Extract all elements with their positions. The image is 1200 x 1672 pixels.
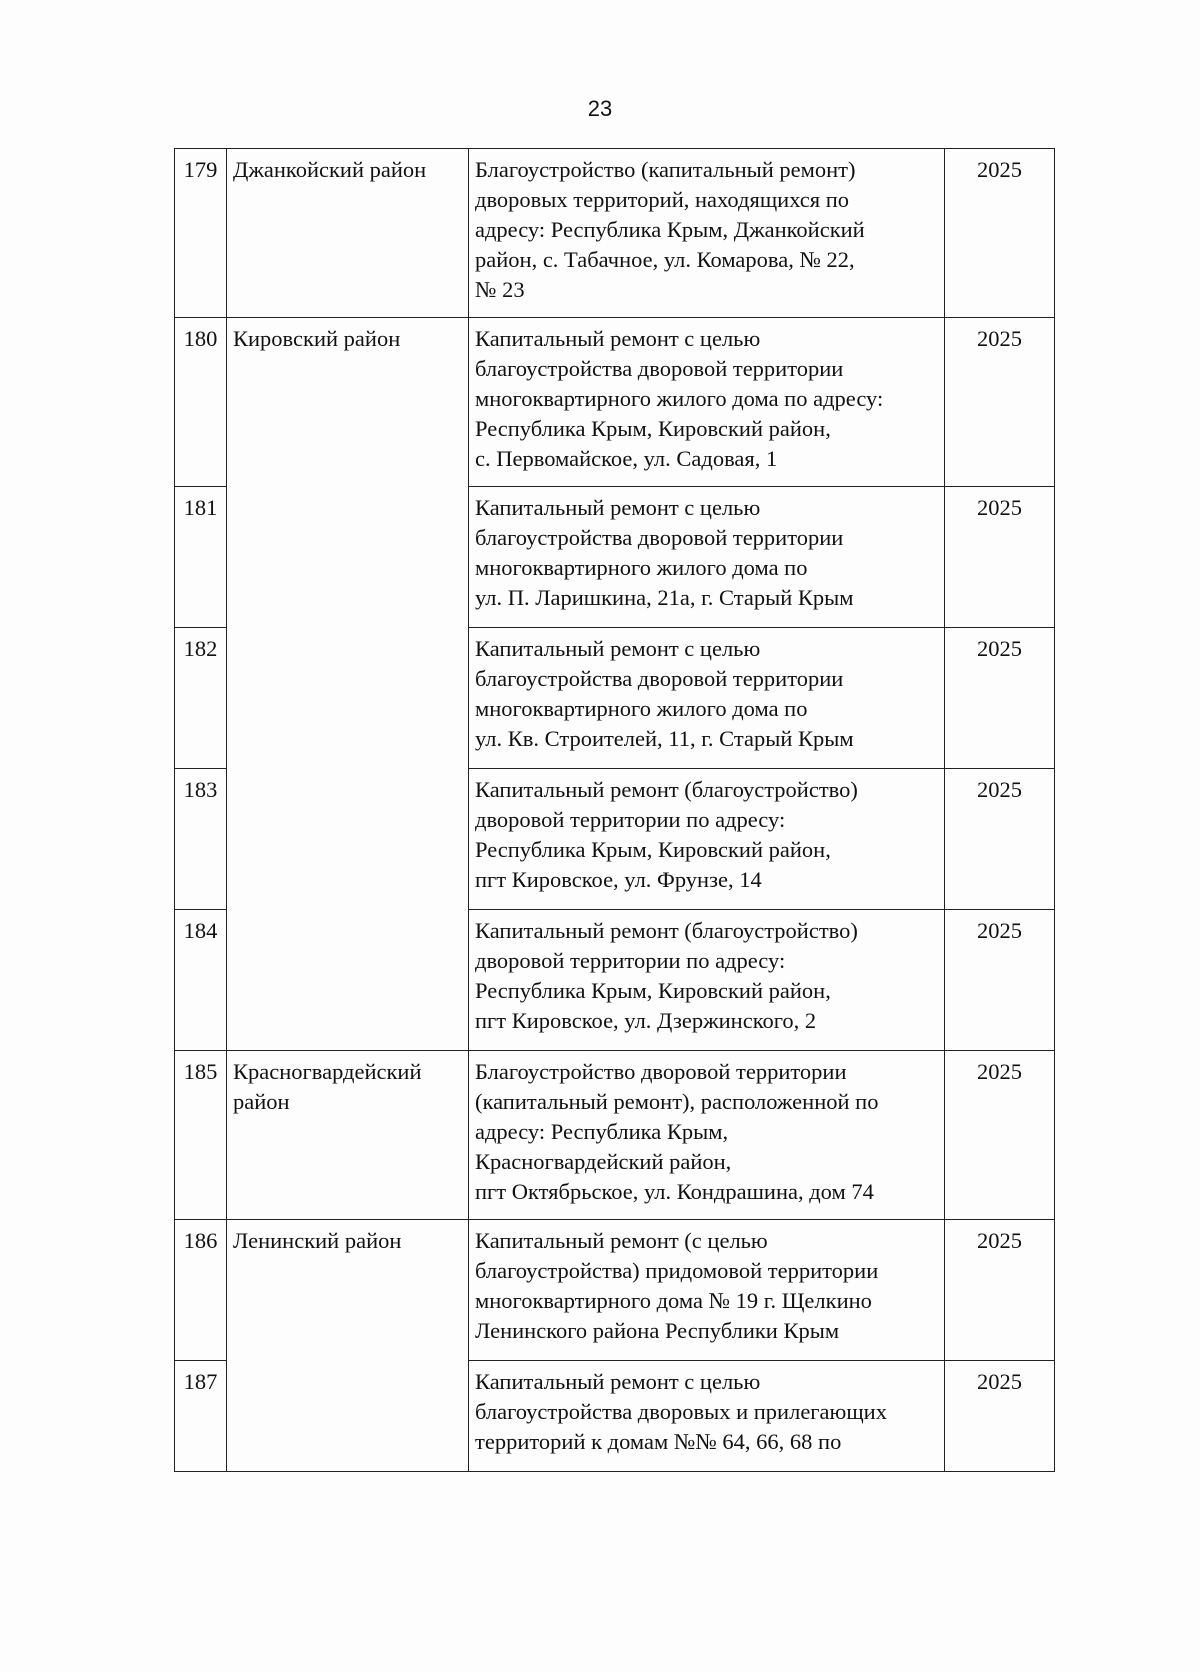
description-line: Капитальный ремонт с целью: [475, 326, 761, 351]
description-line: многоквартирного жилого дома по: [475, 555, 808, 580]
region-cell: [227, 1051, 469, 1220]
description-line: многоквартирного дома № 19 г. Щелкино: [475, 1288, 872, 1313]
region-name: Джанкойский район: [233, 157, 427, 182]
page-number: 23: [587, 96, 613, 121]
works-table: [174, 148, 1055, 1472]
description-line: благоустройства дворовой территории: [475, 666, 844, 691]
description-line: Капитальный ремонт (с целью: [475, 1228, 768, 1253]
description-cell: [469, 1361, 945, 1472]
year-cell: 2025: [945, 1361, 1055, 1472]
region-cell: [227, 318, 469, 1051]
row-number: 186: [175, 1220, 227, 1361]
description-cell: [469, 487, 945, 628]
description-line: Благоустройство (капитальный ремонт): [475, 157, 856, 182]
description-line: Республика Крым, Кировский район,: [475, 416, 831, 441]
description-line: дворовых территорий, находящихся по: [475, 187, 850, 212]
description-line: Ленинского района Республики Крым: [475, 1318, 840, 1343]
description-cell: [469, 1051, 945, 1220]
description-line: адресу: Республика Крым,: [475, 1119, 729, 1144]
description-cell: [469, 910, 945, 1051]
year-cell: 2025: [945, 769, 1055, 910]
table-row: [175, 318, 1055, 487]
row-number: 181: [175, 487, 227, 628]
region-cell: [227, 1220, 469, 1472]
description-line: благоустройства дворовой территории: [475, 525, 844, 550]
description-line: дворовой территории по адресу:: [475, 807, 786, 832]
region-name: Кировский район: [233, 326, 401, 351]
description-cell: [469, 769, 945, 910]
description-cell: [469, 149, 945, 318]
description-line: благоустройства дворовой территории: [475, 356, 844, 381]
row-number: 183: [175, 769, 227, 910]
year-cell: 2025: [945, 1051, 1055, 1220]
region-name: Ленинский район: [233, 1228, 402, 1253]
description-line: Республика Крым, Кировский район,: [475, 978, 831, 1003]
description-line: пгт Кировское, ул. Дзержинского, 2: [475, 1008, 817, 1033]
row-number: 187: [175, 1361, 227, 1472]
row-number: 184: [175, 910, 227, 1051]
year-cell: 2025: [945, 1220, 1055, 1361]
description-line: (капитальный ремонт), расположенной по: [475, 1089, 879, 1114]
description-cell: [469, 1220, 945, 1361]
description-line: ул. П. Ларишкина, 21а, г. Старый Крым: [475, 585, 854, 610]
description-line: с. Первомайское, ул. Садовая, 1: [475, 446, 778, 471]
description-line: ул. Кв. Строителей, 11, г. Старый Крым: [475, 726, 854, 751]
row-number: 179: [175, 149, 227, 318]
description-line: Республика Крым, Кировский район,: [475, 837, 831, 862]
year-cell: 2025: [945, 318, 1055, 487]
description-cell: [469, 318, 945, 487]
description-line: Благоустройство дворовой территории: [475, 1059, 847, 1084]
description-line: № 23: [475, 277, 525, 302]
table-row: [175, 1220, 1055, 1361]
description-line: Капитальный ремонт (благоустройство): [475, 777, 858, 802]
region-name: район: [233, 1089, 290, 1114]
year-cell: 2025: [945, 487, 1055, 628]
region-name: Красногвардейский: [233, 1059, 422, 1084]
description-line: Капитальный ремонт с целью: [475, 636, 761, 661]
table-row: [175, 149, 1055, 318]
description-line: дворовой территории по адресу:: [475, 948, 786, 973]
description-line: Капитальный ремонт с целью: [475, 495, 761, 520]
description-line: район, с. Табачное, ул. Комарова, № 22,: [475, 247, 855, 272]
description-line: благоустройства дворовых и прилегающих: [475, 1399, 887, 1424]
row-number: 185: [175, 1051, 227, 1220]
description-line: территорий к домам №№ 64, 66, 68 по: [475, 1429, 842, 1454]
description-line: адресу: Республика Крым, Джанкойский: [475, 217, 865, 242]
description-line: пгт Кировское, ул. Фрунзе, 14: [475, 867, 762, 892]
description-line: многоквартирного жилого дома по: [475, 696, 808, 721]
description-cell: [469, 628, 945, 769]
description-line: благоустройства) придомовой территории: [475, 1258, 879, 1283]
row-number: 182: [175, 628, 227, 769]
table-row: [175, 1051, 1055, 1220]
year-cell: 2025: [945, 910, 1055, 1051]
description-line: Капитальный ремонт (благоустройство): [475, 918, 858, 943]
region-cell: [227, 149, 469, 318]
description-line: Красногвардейский район,: [475, 1149, 732, 1174]
description-line: многоквартирного жилого дома по адресу:: [475, 386, 884, 411]
row-number: 180: [175, 318, 227, 487]
year-cell: 2025: [945, 149, 1055, 318]
description-line: пгт Октябрьское, ул. Кондрашина, дом 74: [475, 1179, 874, 1204]
year-cell: 2025: [945, 628, 1055, 769]
description-line: Капитальный ремонт с целью: [475, 1369, 761, 1394]
